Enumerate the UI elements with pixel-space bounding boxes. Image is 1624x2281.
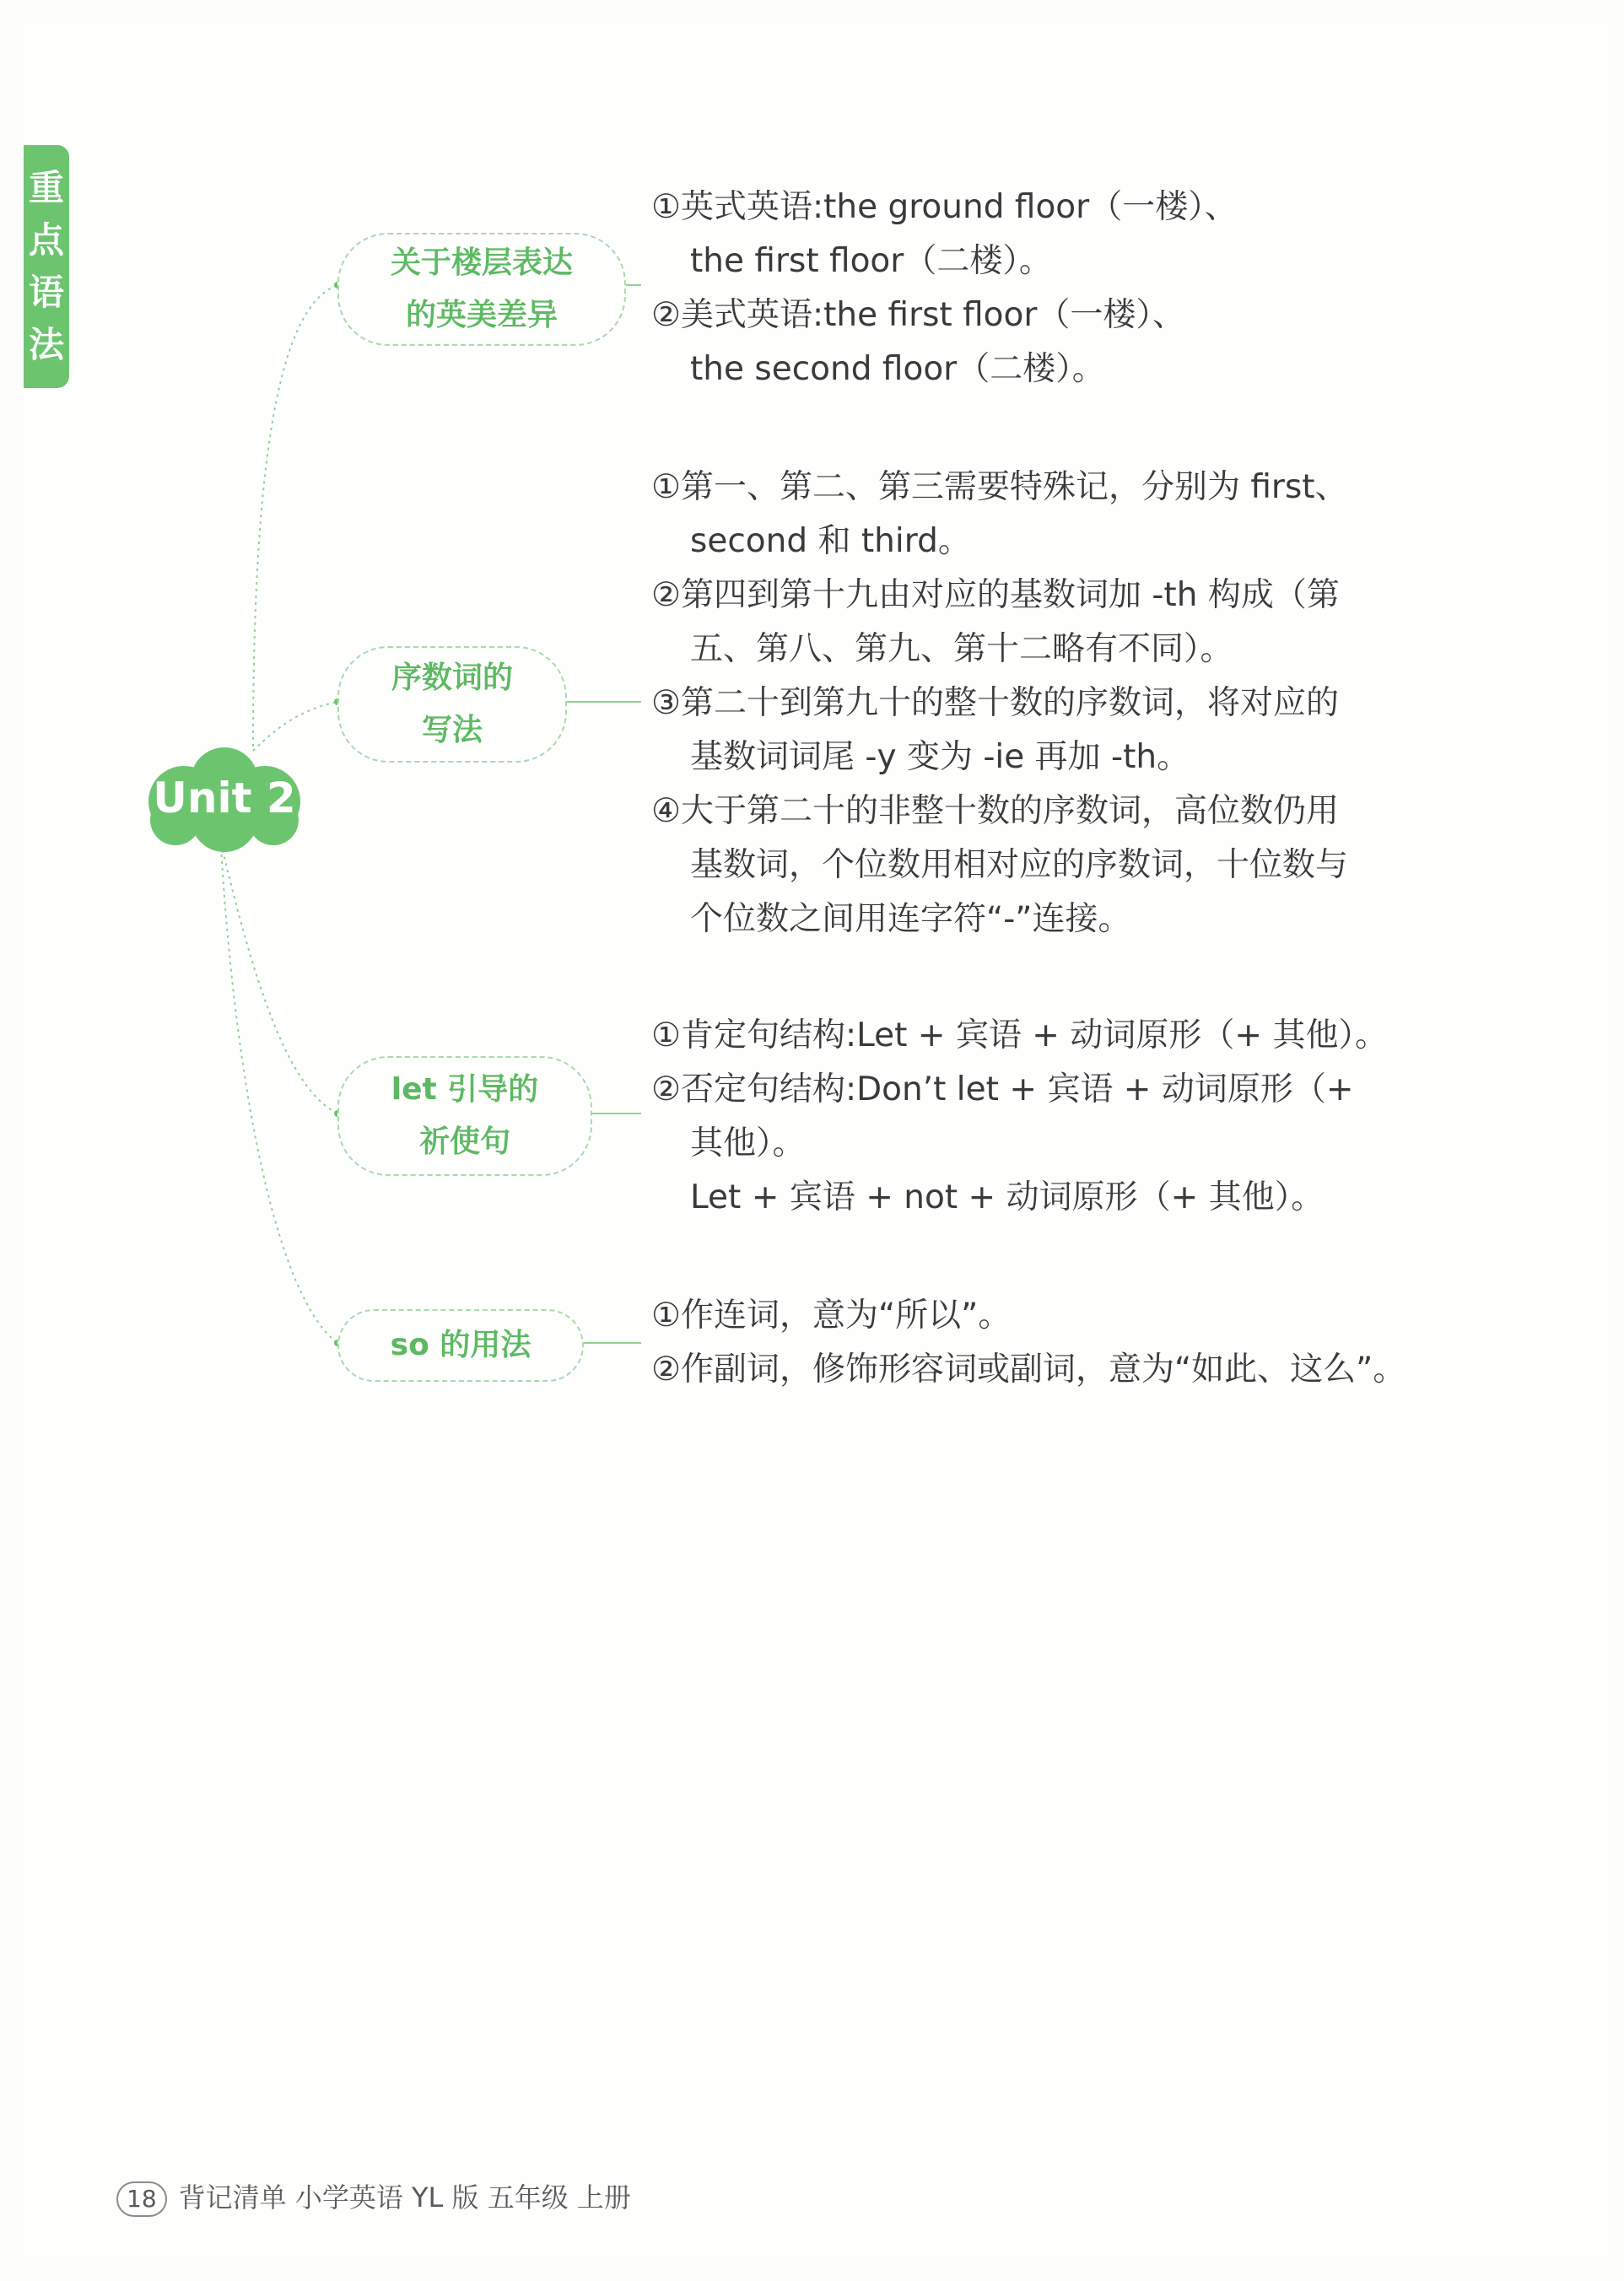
content-line: ①英式英语:the ground floor（一楼）、	[651, 188, 1238, 226]
content-line: 基数词词尾 -y 变为 -ie 再加 -th。	[690, 738, 1190, 776]
topic-ordinal-numbers	[337, 646, 567, 763]
content-line: ①第一、第二、第三需要特殊记，分别为 first、	[651, 468, 1348, 506]
content-line: ②作副词，修饰形容词或副词，意为“如此、这么”。	[651, 1351, 1406, 1389]
branch-line-4	[221, 848, 337, 1343]
content-line: the first floor（二楼）。	[690, 242, 1052, 280]
topic-label-line: 的英美差异	[405, 298, 558, 332]
page-number: 18	[116, 2181, 167, 2217]
content-line: ③第二十到第九十的整十数的序数词，将对应的	[651, 684, 1339, 722]
topic-floor-expression	[337, 233, 626, 346]
footer-book-title: 背记清单 小学英语 YL 版 五年级 上册	[178, 2181, 631, 2214]
content-line: ②第四到第十九由对应的基数词加 -th 构成（第	[651, 576, 1340, 614]
content-floor-expression	[651, 181, 1238, 396]
topic-let-imperatives	[337, 1056, 592, 1176]
content-let-imperatives	[651, 1009, 1388, 1225]
content-line: 个位数之间用连字符“-”连接。	[690, 900, 1131, 938]
content-so-usage	[651, 1289, 1405, 1397]
content-line: the second floor（二楼）。	[690, 350, 1105, 388]
topic-label-line: let 引导的	[391, 1072, 539, 1107]
topic-label-line: 关于楼层表达	[390, 245, 573, 280]
topic-label-line: 祈使句	[418, 1124, 510, 1159]
branch-line-1	[253, 285, 337, 747]
content-ordinal-numbers	[651, 461, 1348, 946]
content-line: ②美式英语:the first floor（一楼）、	[651, 296, 1185, 334]
content-line: ②否定句结构:Don’t let + 宾语 + 动词原形（+	[651, 1070, 1354, 1108]
section-tab-char: 点	[28, 219, 64, 261]
topic-label-line: so 的用法	[390, 1328, 531, 1362]
center-node-label: Unit 2	[153, 774, 296, 822]
branch-line-3	[221, 844, 337, 1114]
page-footer	[116, 2176, 631, 2219]
content-line: ①作连词，意为“所以”。	[651, 1297, 1012, 1335]
content-line: Let + 宾语 + not + 动词原形（+ 其他）。	[690, 1178, 1325, 1216]
content-line: 五、第八、第九、第十二略有不同）。	[690, 630, 1233, 668]
topic-so-usage	[337, 1309, 584, 1382]
content-line: 基数词，个位数用相对应的序数词，十位数与	[690, 846, 1349, 884]
content-line: ①肯定句结构:Let + 宾语 + 动词原形（+ 其他）。	[651, 1016, 1388, 1054]
content-line: second 和 third。	[690, 522, 971, 560]
section-tab-char: 语	[28, 272, 64, 313]
topic-label-line: 写法	[421, 713, 483, 747]
content-line: 其他）。	[690, 1124, 806, 1162]
section-tab-char: 重	[28, 167, 64, 208]
section-tab-char: 法	[28, 324, 64, 365]
topic-label-line: 序数词的	[391, 661, 513, 695]
content-line: ④大于第二十的非整十数的序数词，高位数仍用	[651, 792, 1339, 830]
